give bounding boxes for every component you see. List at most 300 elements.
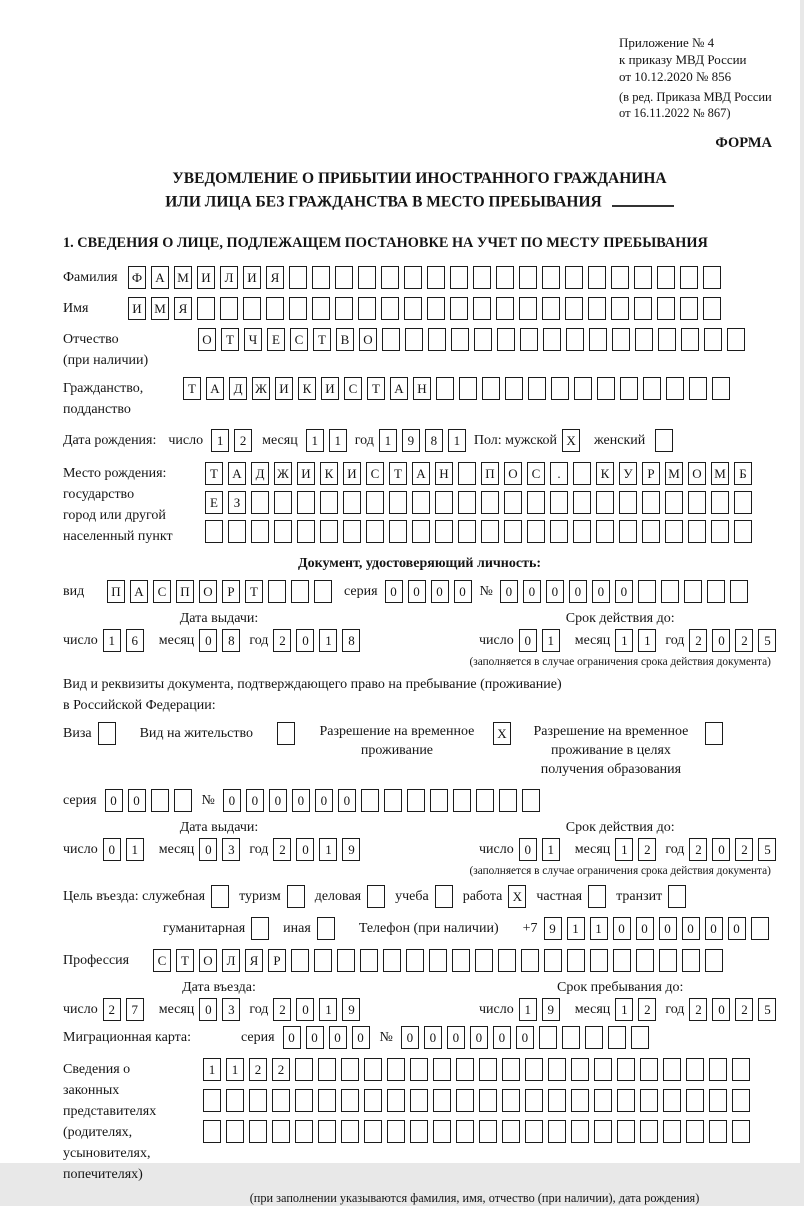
identity-expiry-month-cell-2[interactable]: 1 — [638, 629, 656, 652]
doc-number-field-cell-9[interactable] — [684, 580, 702, 603]
birth-place-line1-cell-24[interactable]: Б — [734, 462, 752, 485]
residence-number-field-cell-7[interactable] — [361, 789, 379, 812]
patronymic-field-cell-5[interactable]: С — [290, 328, 308, 351]
phone-field-cell-7[interactable]: 0 — [682, 917, 700, 940]
name-field-cell-24[interactable] — [657, 297, 675, 320]
doc-kind-field[interactable] — [107, 580, 332, 603]
birth-day-field-cell-1[interactable]: 1 — [211, 429, 229, 452]
name-field-cell-13[interactable] — [404, 297, 422, 320]
gender-female-checkbox-cell-1[interactable] — [655, 429, 673, 452]
name-field-cell-18[interactable] — [519, 297, 537, 320]
gender-male-checkbox-cell-1[interactable]: X — [562, 429, 580, 452]
profession-field-cell-8[interactable] — [314, 949, 332, 972]
birth-place-line2-cell-14[interactable] — [504, 491, 522, 514]
representatives-line2-cell-14[interactable] — [502, 1089, 520, 1112]
name-field-cell-14[interactable] — [427, 297, 445, 320]
profession-field-cell-18[interactable] — [544, 949, 562, 972]
representatives-line1[interactable] — [203, 1058, 750, 1081]
residence-expiry-year[interactable] — [689, 838, 776, 861]
surname-field-cell-12[interactable] — [381, 266, 399, 289]
residence-number-field-cell-10[interactable] — [430, 789, 448, 812]
representatives-line2-cell-13[interactable] — [479, 1089, 497, 1112]
representatives-line2-cell-9[interactable] — [387, 1089, 405, 1112]
representatives-line1-cell-9[interactable] — [387, 1058, 405, 1081]
entry-month-cell-1[interactable]: 0 — [199, 998, 217, 1021]
profession-field-cell-4[interactable]: Л — [222, 949, 240, 972]
representatives-line3-cell-12[interactable] — [456, 1120, 474, 1143]
stay-month-cell-1[interactable]: 1 — [615, 998, 633, 1021]
profession-field-cell-24[interactable] — [682, 949, 700, 972]
name-field-cell-9[interactable] — [312, 297, 330, 320]
representatives-line1-cell-16[interactable] — [548, 1058, 566, 1081]
name-field-cell-16[interactable] — [473, 297, 491, 320]
profession-field[interactable] — [153, 949, 723, 972]
profession-field-cell-23[interactable] — [659, 949, 677, 972]
identity-issue-month-cell-1[interactable]: 0 — [199, 629, 217, 652]
birth-place-line2-cell-18[interactable] — [596, 491, 614, 514]
migration-number-field[interactable] — [401, 1026, 649, 1049]
representatives-line2-cell-10[interactable] — [410, 1089, 428, 1112]
representatives-line3-cell-8[interactable] — [364, 1120, 382, 1143]
citizenship-field-cell-3[interactable]: Д — [229, 377, 247, 400]
entry-month[interactable] — [199, 998, 240, 1021]
phone-field-cell-3[interactable]: 1 — [590, 917, 608, 940]
surname-field-cell-6[interactable]: И — [243, 266, 261, 289]
representatives-line2-cell-15[interactable] — [525, 1089, 543, 1112]
citizenship-field-cell-8[interactable]: С — [344, 377, 362, 400]
entry-year-cell-2[interactable]: 0 — [296, 998, 314, 1021]
birth-place-line3-cell-19[interactable] — [619, 520, 637, 543]
representatives-line3-cell-3[interactable] — [249, 1120, 267, 1143]
name-field-cell-21[interactable] — [588, 297, 606, 320]
citizenship-field-cell-15[interactable] — [505, 377, 523, 400]
name-field-cell-26[interactable] — [703, 297, 721, 320]
profession-field-cell-3[interactable]: О — [199, 949, 217, 972]
representatives-line2-cell-6[interactable] — [318, 1089, 336, 1112]
birth-place-line3-cell-10[interactable] — [412, 520, 430, 543]
doc-kind-field-cell-5[interactable]: О — [199, 580, 217, 603]
stay-year-cell-4[interactable]: 5 — [758, 998, 776, 1021]
residence-issue-month[interactable] — [199, 838, 240, 861]
birth-place-line1-cell-9[interactable]: Т — [389, 462, 407, 485]
residence-issue-day-cell-1[interactable]: 0 — [103, 838, 121, 861]
profession-field-cell-15[interactable] — [475, 949, 493, 972]
residence-issue-month-cell-2[interactable]: 3 — [222, 838, 240, 861]
birth-month-field-cell-1[interactable]: 1 — [306, 429, 324, 452]
residence-series-field[interactable] — [105, 789, 192, 812]
residence-expiry-month-cell-1[interactable]: 1 — [615, 838, 633, 861]
surname-field-cell-7[interactable]: Я — [266, 266, 284, 289]
entry-year-cell-3[interactable]: 1 — [319, 998, 337, 1021]
representatives-line1-cell-4[interactable]: 2 — [272, 1058, 290, 1081]
birth-place-line1-cell-1[interactable]: Т — [205, 462, 223, 485]
name-field-cell-12[interactable] — [381, 297, 399, 320]
birth-place-line3-cell-17[interactable] — [573, 520, 591, 543]
citizenship-field[interactable] — [183, 377, 730, 400]
identity-issue-year[interactable] — [273, 629, 360, 652]
surname-field-cell-1[interactable]: Ф — [128, 266, 146, 289]
representatives-line3-cell-16[interactable] — [548, 1120, 566, 1143]
birth-place-line1-cell-23[interactable]: М — [711, 462, 729, 485]
birth-place-line1-cell-14[interactable]: О — [504, 462, 522, 485]
birth-place-line1-cell-11[interactable]: Н — [435, 462, 453, 485]
birth-year-field-cell-4[interactable]: 1 — [448, 429, 466, 452]
residence-expiry-month[interactable] — [615, 838, 656, 861]
profession-field-cell-7[interactable] — [291, 949, 309, 972]
birth-place-line1-cell-13[interactable]: П — [481, 462, 499, 485]
visa-checkbox-cell-1[interactable] — [98, 722, 116, 745]
birth-place-line1-cell-16[interactable]: . — [550, 462, 568, 485]
purpose-work-checkbox-cell-1[interactable]: X — [508, 885, 526, 908]
patronymic-field-cell-24[interactable] — [727, 328, 745, 351]
birth-place-line1-cell-4[interactable]: Ж — [274, 462, 292, 485]
birth-year-field-cell-1[interactable]: 1 — [379, 429, 397, 452]
patronymic-field-cell-22[interactable] — [681, 328, 699, 351]
patronymic-field-cell-10[interactable] — [405, 328, 423, 351]
migration-number-field-cell-1[interactable]: 0 — [401, 1026, 419, 1049]
residence-issue-day[interactable] — [103, 838, 144, 861]
residence-expiry-day-cell-1[interactable]: 0 — [519, 838, 537, 861]
surname-field-cell-17[interactable] — [496, 266, 514, 289]
migration-series-field[interactable] — [283, 1026, 370, 1049]
birth-place-line2[interactable] — [205, 491, 752, 514]
birth-month-field-cell-2[interactable]: 1 — [329, 429, 347, 452]
birth-place-line3-cell-2[interactable] — [228, 520, 246, 543]
residence-expiry-year-cell-4[interactable]: 5 — [758, 838, 776, 861]
identity-issue-day-cell-2[interactable]: 6 — [126, 629, 144, 652]
representatives-line3-cell-14[interactable] — [502, 1120, 520, 1143]
representatives-line3-cell-15[interactable] — [525, 1120, 543, 1143]
identity-issue-year-cell-2[interactable]: 0 — [296, 629, 314, 652]
identity-issue-day-cell-1[interactable]: 1 — [103, 629, 121, 652]
representatives-line2-cell-22[interactable] — [686, 1089, 704, 1112]
stay-month-cell-2[interactable]: 2 — [638, 998, 656, 1021]
stay-year-cell-2[interactable]: 0 — [712, 998, 730, 1021]
patronymic-field-cell-19[interactable] — [612, 328, 630, 351]
profession-field-cell-19[interactable] — [567, 949, 585, 972]
identity-expiry-month-cell-1[interactable]: 1 — [615, 629, 633, 652]
migration-series-field-cell-2[interactable]: 0 — [306, 1026, 324, 1049]
birth-place-line2-cell-19[interactable] — [619, 491, 637, 514]
surname-field[interactable] — [128, 266, 721, 289]
name-field-cell-22[interactable] — [611, 297, 629, 320]
surname-field-cell-25[interactable] — [680, 266, 698, 289]
representatives-line2-cell-23[interactable] — [709, 1089, 727, 1112]
representatives-line2-cell-8[interactable] — [364, 1089, 382, 1112]
stay-year-cell-1[interactable]: 2 — [689, 998, 707, 1021]
identity-issue-month[interactable] — [199, 629, 240, 652]
phone-field-cell-9[interactable]: 0 — [728, 917, 746, 940]
representatives-line2-cell-1[interactable] — [203, 1089, 221, 1112]
name-field-cell-1[interactable]: И — [128, 297, 146, 320]
birth-place-line3-cell-7[interactable] — [343, 520, 361, 543]
citizenship-field-cell-23[interactable] — [689, 377, 707, 400]
citizenship-field-cell-2[interactable]: А — [206, 377, 224, 400]
representatives-line3-cell-13[interactable] — [479, 1120, 497, 1143]
citizenship-field-cell-16[interactable] — [528, 377, 546, 400]
representatives-line2-cell-24[interactable] — [732, 1089, 750, 1112]
identity-expiry-day-cell-2[interactable]: 1 — [542, 629, 560, 652]
citizenship-field-cell-17[interactable] — [551, 377, 569, 400]
birth-place-line1-cell-6[interactable]: К — [320, 462, 338, 485]
birth-place-line1-cell-21[interactable]: М — [665, 462, 683, 485]
birth-place-line1-cell-22[interactable]: О — [688, 462, 706, 485]
representatives-line2-cell-20[interactable] — [640, 1089, 658, 1112]
representatives-line3-cell-10[interactable] — [410, 1120, 428, 1143]
representatives-line3-cell-9[interactable] — [387, 1120, 405, 1143]
representatives-line2-cell-18[interactable] — [594, 1089, 612, 1112]
identity-issue-month-cell-2[interactable]: 8 — [222, 629, 240, 652]
surname-field-cell-10[interactable] — [335, 266, 353, 289]
name-field-cell-3[interactable]: Я — [174, 297, 192, 320]
birth-place-line2-cell-9[interactable] — [389, 491, 407, 514]
citizenship-field-cell-6[interactable]: К — [298, 377, 316, 400]
doc-number-field-cell-3[interactable]: 0 — [546, 580, 564, 603]
birth-place-line1[interactable] — [205, 462, 752, 485]
birth-place-line2-cell-6[interactable] — [320, 491, 338, 514]
residence-number-field-cell-14[interactable] — [522, 789, 540, 812]
purpose-tourism-checkbox[interactable] — [287, 885, 305, 908]
profession-field-cell-12[interactable] — [406, 949, 424, 972]
citizenship-field-cell-7[interactable]: И — [321, 377, 339, 400]
representatives-line1-cell-8[interactable] — [364, 1058, 382, 1081]
stay-day[interactable] — [519, 998, 560, 1021]
surname-field-cell-24[interactable] — [657, 266, 675, 289]
birth-place-line3-cell-24[interactable] — [734, 520, 752, 543]
birth-place-line3-cell-6[interactable] — [320, 520, 338, 543]
name-field-cell-7[interactable] — [266, 297, 284, 320]
patronymic-field-cell-7[interactable]: В — [336, 328, 354, 351]
doc-number-field[interactable] — [500, 580, 748, 603]
residence-number-field-cell-11[interactable] — [453, 789, 471, 812]
residence-issue-year[interactable] — [273, 838, 360, 861]
doc-kind-field-cell-8[interactable] — [268, 580, 286, 603]
surname-field-cell-15[interactable] — [450, 266, 468, 289]
migration-number-field-cell-10[interactable] — [608, 1026, 626, 1049]
patronymic-field-cell-6[interactable]: Т — [313, 328, 331, 351]
profession-field-cell-21[interactable] — [613, 949, 631, 972]
name-field-cell-23[interactable] — [634, 297, 652, 320]
phone-field-cell-6[interactable]: 0 — [659, 917, 677, 940]
profession-field-cell-11[interactable] — [383, 949, 401, 972]
phone-field-cell-1[interactable]: 9 — [544, 917, 562, 940]
representatives-line1-cell-14[interactable] — [502, 1058, 520, 1081]
patronymic-field-cell-16[interactable] — [543, 328, 561, 351]
representatives-line2-cell-5[interactable] — [295, 1089, 313, 1112]
entry-day-cell-1[interactable]: 2 — [103, 998, 121, 1021]
representatives-line3-cell-4[interactable] — [272, 1120, 290, 1143]
representatives-line2-cell-19[interactable] — [617, 1089, 635, 1112]
entry-year-cell-1[interactable]: 2 — [273, 998, 291, 1021]
patronymic-field-cell-21[interactable] — [658, 328, 676, 351]
residence-issue-year-cell-4[interactable]: 9 — [342, 838, 360, 861]
birth-year-field[interactable] — [379, 429, 466, 452]
name-field-cell-17[interactable] — [496, 297, 514, 320]
birth-place-line3-cell-18[interactable] — [596, 520, 614, 543]
representatives-line1-cell-11[interactable] — [433, 1058, 451, 1081]
profession-field-cell-2[interactable]: Т — [176, 949, 194, 972]
surname-field-cell-9[interactable] — [312, 266, 330, 289]
purpose-work-checkbox[interactable] — [508, 885, 526, 908]
representatives-line3-cell-6[interactable] — [318, 1120, 336, 1143]
identity-issue-year-cell-3[interactable]: 1 — [319, 629, 337, 652]
birth-place-line3-cell-9[interactable] — [389, 520, 407, 543]
doc-kind-field-cell-7[interactable]: Т — [245, 580, 263, 603]
patronymic-field-cell-8[interactable]: О — [359, 328, 377, 351]
doc-number-field-cell-11[interactable] — [730, 580, 748, 603]
residence-permit-checkbox-cell-1[interactable] — [277, 722, 295, 745]
profession-field-cell-22[interactable] — [636, 949, 654, 972]
residence-series-field-cell-2[interactable]: 0 — [128, 789, 146, 812]
representatives-line3[interactable] — [203, 1120, 750, 1143]
representatives-line2-cell-11[interactable] — [433, 1089, 451, 1112]
identity-expiry-year-cell-2[interactable]: 0 — [712, 629, 730, 652]
edu-permit-checkbox-cell-1[interactable] — [705, 722, 723, 745]
surname-field-cell-14[interactable] — [427, 266, 445, 289]
patronymic-field-cell-4[interactable]: Е — [267, 328, 285, 351]
birth-place-line3-cell-3[interactable] — [251, 520, 269, 543]
migration-series-field-cell-4[interactable]: 0 — [352, 1026, 370, 1049]
residence-number-field-cell-1[interactable]: 0 — [223, 789, 241, 812]
representatives-line3-cell-23[interactable] — [709, 1120, 727, 1143]
purpose-transit-checkbox[interactable] — [668, 885, 686, 908]
surname-field-cell-16[interactable] — [473, 266, 491, 289]
birth-place-line2-cell-21[interactable] — [665, 491, 683, 514]
residence-number-field-cell-5[interactable]: 0 — [315, 789, 333, 812]
patronymic-field-cell-1[interactable]: О — [198, 328, 216, 351]
patronymic-field-cell-18[interactable] — [589, 328, 607, 351]
purpose-tourism-checkbox-cell-1[interactable] — [287, 885, 305, 908]
entry-year-cell-4[interactable]: 9 — [342, 998, 360, 1021]
representatives-line2-cell-2[interactable] — [226, 1089, 244, 1112]
birth-place-line3-cell-21[interactable] — [665, 520, 683, 543]
representatives-line1-cell-13[interactable] — [479, 1058, 497, 1081]
profession-field-cell-14[interactable] — [452, 949, 470, 972]
citizenship-field-cell-10[interactable]: А — [390, 377, 408, 400]
profession-field-cell-17[interactable] — [521, 949, 539, 972]
representatives-line1-cell-20[interactable] — [640, 1058, 658, 1081]
representatives-line1-cell-1[interactable]: 1 — [203, 1058, 221, 1081]
birth-place-line2-cell-24[interactable] — [734, 491, 752, 514]
entry-month-cell-2[interactable]: 3 — [222, 998, 240, 1021]
representatives-line3-cell-7[interactable] — [341, 1120, 359, 1143]
purpose-official-checkbox-cell-1[interactable] — [211, 885, 229, 908]
representatives-line1-cell-5[interactable] — [295, 1058, 313, 1081]
identity-expiry-year[interactable] — [689, 629, 776, 652]
representatives-line1-cell-18[interactable] — [594, 1058, 612, 1081]
gender-male-checkbox[interactable] — [562, 429, 580, 452]
representatives-line3-cell-17[interactable] — [571, 1120, 589, 1143]
profession-field-cell-1[interactable]: С — [153, 949, 171, 972]
birth-day-field-cell-2[interactable]: 2 — [234, 429, 252, 452]
patronymic-field-cell-11[interactable] — [428, 328, 446, 351]
surname-field-cell-21[interactable] — [588, 266, 606, 289]
residence-number-field-cell-6[interactable]: 0 — [338, 789, 356, 812]
migration-number-field-cell-11[interactable] — [631, 1026, 649, 1049]
birth-place-line2-cell-22[interactable] — [688, 491, 706, 514]
surname-field-cell-22[interactable] — [611, 266, 629, 289]
birth-place-line1-cell-3[interactable]: Д — [251, 462, 269, 485]
patronymic-field-cell-9[interactable] — [382, 328, 400, 351]
name-field-cell-4[interactable] — [197, 297, 215, 320]
surname-field-cell-26[interactable] — [703, 266, 721, 289]
birth-place-line2-cell-20[interactable] — [642, 491, 660, 514]
phone-field-cell-4[interactable]: 0 — [613, 917, 631, 940]
birth-place-line3-cell-8[interactable] — [366, 520, 384, 543]
purpose-transit-checkbox-cell-1[interactable] — [668, 885, 686, 908]
identity-expiry-year-cell-4[interactable]: 5 — [758, 629, 776, 652]
name-field-cell-5[interactable] — [220, 297, 238, 320]
identity-expiry-day[interactable] — [519, 629, 560, 652]
representatives-line2-cell-7[interactable] — [341, 1089, 359, 1112]
surname-field-cell-3[interactable]: М — [174, 266, 192, 289]
birth-place-line2-cell-5[interactable] — [297, 491, 315, 514]
identity-expiry-day-cell-1[interactable]: 0 — [519, 629, 537, 652]
residence-issue-year-cell-2[interactable]: 0 — [296, 838, 314, 861]
doc-number-field-cell-6[interactable]: 0 — [615, 580, 633, 603]
birth-place-line3-cell-11[interactable] — [435, 520, 453, 543]
residence-number-field-cell-8[interactable] — [384, 789, 402, 812]
residence-expiry-year-cell-1[interactable]: 2 — [689, 838, 707, 861]
birth-place-line2-cell-1[interactable]: Е — [205, 491, 223, 514]
surname-field-cell-19[interactable] — [542, 266, 560, 289]
residence-series-field-cell-1[interactable]: 0 — [105, 789, 123, 812]
citizenship-field-cell-5[interactable]: И — [275, 377, 293, 400]
doc-number-field-cell-5[interactable]: 0 — [592, 580, 610, 603]
representatives-line2-cell-12[interactable] — [456, 1089, 474, 1112]
patronymic-field-cell-23[interactable] — [704, 328, 722, 351]
migration-number-field-cell-9[interactable] — [585, 1026, 603, 1049]
phone-field-cell-10[interactable] — [751, 917, 769, 940]
birth-place-line2-cell-8[interactable] — [366, 491, 384, 514]
profession-field-cell-16[interactable] — [498, 949, 516, 972]
migration-number-field-cell-8[interactable] — [562, 1026, 580, 1049]
representatives-line2[interactable] — [203, 1089, 750, 1112]
birth-place-line2-cell-12[interactable] — [458, 491, 476, 514]
surname-field-cell-11[interactable] — [358, 266, 376, 289]
birth-place-line2-cell-13[interactable] — [481, 491, 499, 514]
birth-place-line3-cell-13[interactable] — [481, 520, 499, 543]
representatives-line3-cell-5[interactable] — [295, 1120, 313, 1143]
representatives-line3-cell-18[interactable] — [594, 1120, 612, 1143]
representatives-line1-cell-17[interactable] — [571, 1058, 589, 1081]
representatives-line1-cell-22[interactable] — [686, 1058, 704, 1081]
gender-female-checkbox[interactable] — [655, 429, 673, 452]
patronymic-field-cell-3[interactable]: Ч — [244, 328, 262, 351]
citizenship-field-cell-24[interactable] — [712, 377, 730, 400]
migration-number-field-cell-5[interactable]: 0 — [493, 1026, 511, 1049]
representatives-line1-cell-2[interactable]: 1 — [226, 1058, 244, 1081]
profession-field-cell-6[interactable]: Р — [268, 949, 286, 972]
representatives-line2-cell-17[interactable] — [571, 1089, 589, 1112]
residence-number-field[interactable] — [223, 789, 540, 812]
entry-year[interactable] — [273, 998, 360, 1021]
citizenship-field-cell-1[interactable]: Т — [183, 377, 201, 400]
doc-series-field-cell-4[interactable]: 0 — [454, 580, 472, 603]
citizenship-field-cell-14[interactable] — [482, 377, 500, 400]
profession-field-cell-5[interactable]: Я — [245, 949, 263, 972]
residence-issue-day-cell-2[interactable]: 1 — [126, 838, 144, 861]
representatives-line1-cell-3[interactable]: 2 — [249, 1058, 267, 1081]
residence-expiry-month-cell-2[interactable]: 2 — [638, 838, 656, 861]
purpose-study-checkbox-cell-1[interactable] — [435, 885, 453, 908]
name-field-cell-10[interactable] — [335, 297, 353, 320]
migration-series-field-cell-3[interactable]: 0 — [329, 1026, 347, 1049]
birth-place-line3-cell-15[interactable] — [527, 520, 545, 543]
birth-place-line1-cell-5[interactable]: И — [297, 462, 315, 485]
birth-day-field[interactable] — [211, 429, 252, 452]
birth-place-line3-cell-12[interactable] — [458, 520, 476, 543]
